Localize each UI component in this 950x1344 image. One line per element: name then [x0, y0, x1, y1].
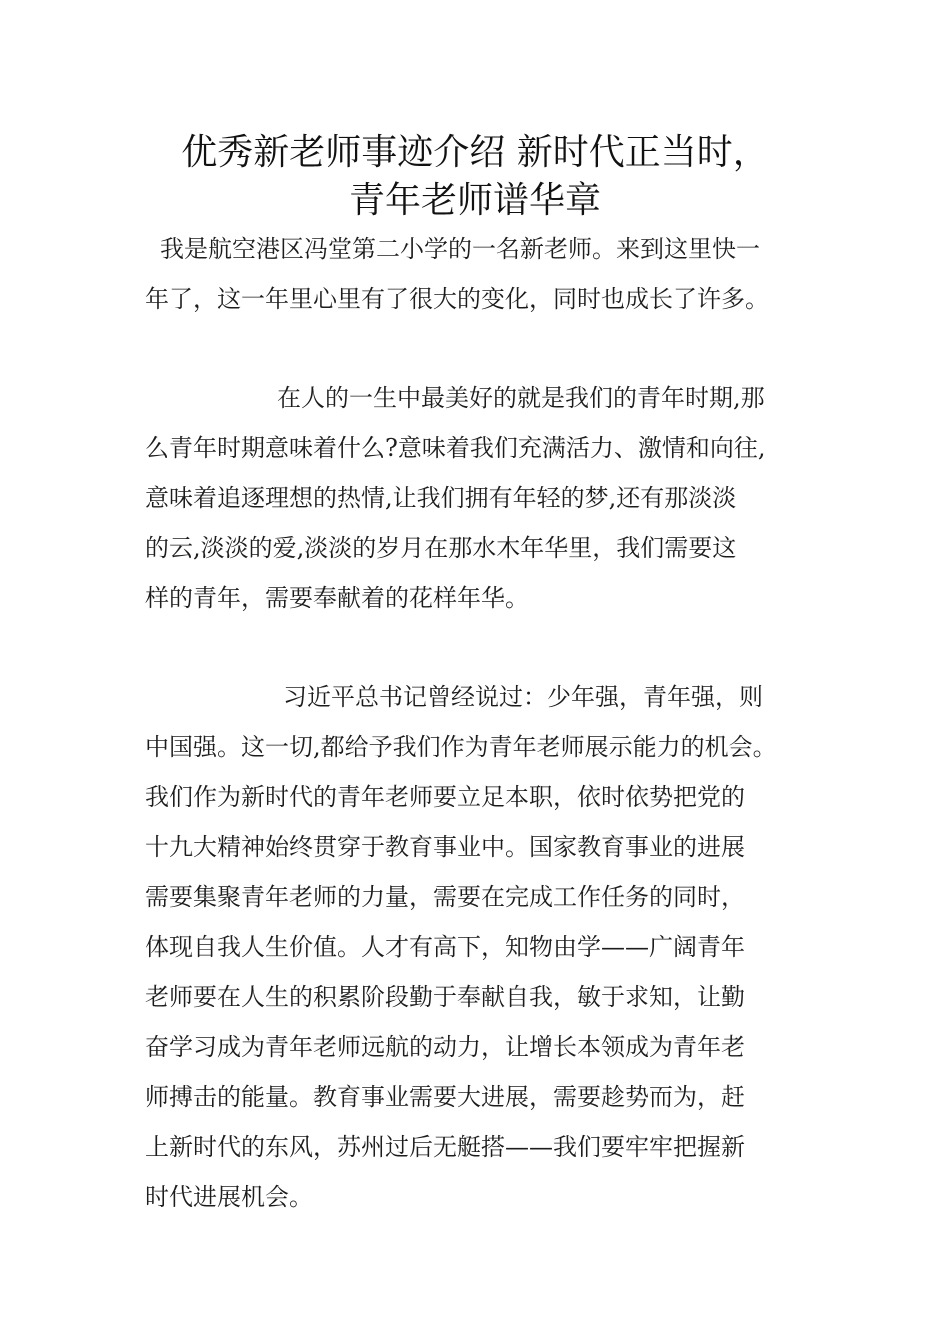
- paragraph-3-line-8: 奋学习成为青年老师远航的动力，让增长本领成为青年老: [145, 1033, 745, 1061]
- paragraph-2-line-2: 么青年时期意味着什么?意味着我们充满活力、激情和向往,: [145, 434, 766, 462]
- paragraph-1-line-1: 我是航空港区冯堂第二小学的一名新老师。来到这里快一: [160, 235, 760, 263]
- paragraph-2-line-3: 意味着追逐理想的热情,让我们拥有年轻的梦,还有那淡淡: [145, 484, 737, 512]
- paragraph-3-line-5: 需要集聚青年老师的力量，需要在完成工作任务的同时，: [145, 883, 745, 911]
- paragraph-2-line-1: 在人的一生中最美好的就是我们的青年时期,那: [277, 384, 765, 412]
- paragraph-3-line-7: 老师要在人生的积累阶段勤于奉献自我，敏于求知，让勤: [145, 983, 745, 1011]
- paragraph-3-line-4: 十九大精神始终贯穿于教育事业中。国家教育事业的进展: [145, 833, 745, 861]
- paragraph-3-line-3: 我们作为新时代的青年老师要立足本职，依时依势把党的: [145, 783, 745, 811]
- document-title-line-1: 优秀新老师事迹介绍 新时代正当时，: [181, 132, 769, 173]
- paragraph-3-line-6: 体现自我人生价值。人才有高下，知物由学——广阔青年: [145, 933, 745, 961]
- document-title-line-2: 青年老师谱华章: [348, 180, 601, 221]
- paragraph-3-line-1: 习近平总书记曾经说过：少年强，青年强，则: [283, 683, 763, 711]
- paragraph-3-line-9: 师搏击的能量。教育事业需要大进展，需要趁势而为，赶: [145, 1083, 745, 1111]
- paragraph-1-line-2: 年了，这一年里心里有了很大的变化，同时也成长了许多。: [145, 285, 769, 313]
- paragraph-2-line-5: 样的青年，需要奉献着的花样年华。: [145, 584, 529, 612]
- paragraph-3-line-2: 中国强。这一切,都给予我们作为青年老师展示能力的机会。: [145, 733, 777, 761]
- paragraph-2-line-4: 的云,淡淡的爱,淡淡的岁月在那水木年华里，我们需要这: [145, 534, 737, 562]
- paragraph-3-line-10: 上新时代的东风，苏州过后无艇搭——我们要牢牢把握新: [145, 1133, 745, 1161]
- paragraph-3-line-11: 时代进展机会。: [145, 1183, 313, 1211]
